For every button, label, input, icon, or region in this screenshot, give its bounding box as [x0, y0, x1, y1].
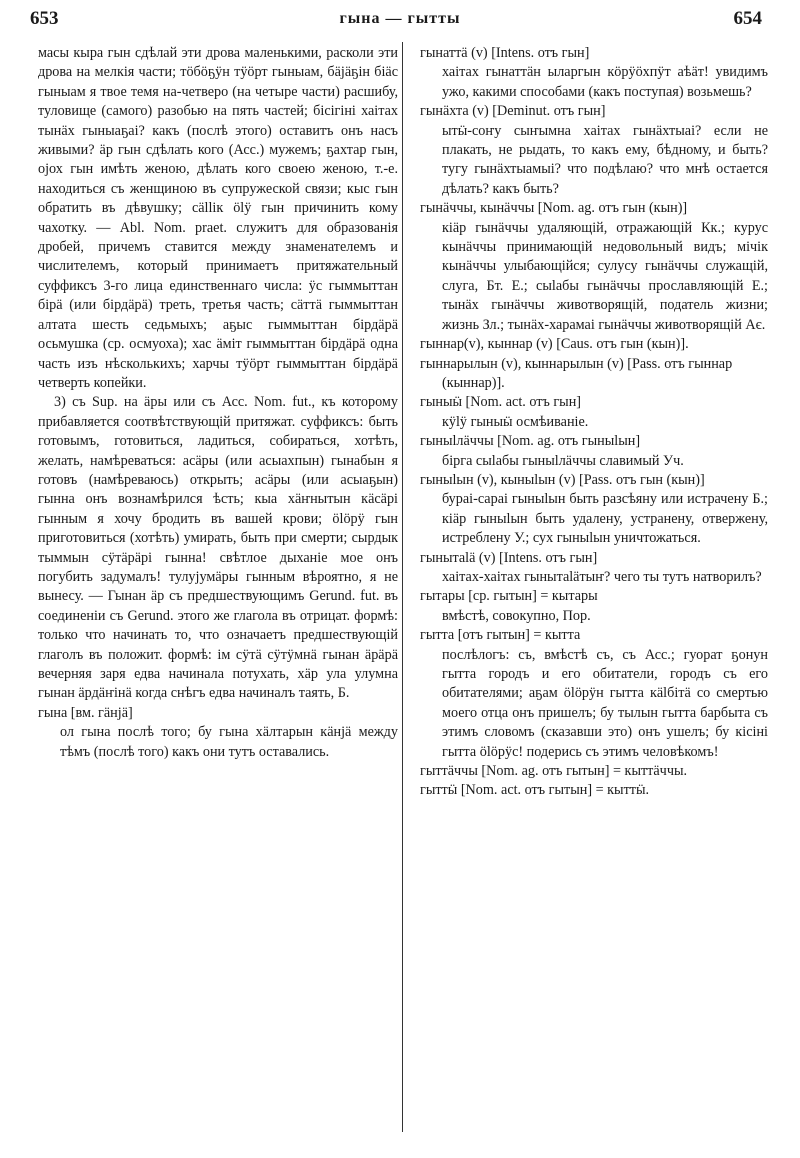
left-column	[38, 44, 398, 762]
dictionary-paragraph: бірга сыlабы гыныlлӓччы славимый Уч.	[442, 452, 684, 469]
dictionary-headword-line: гыныlлӓччы [Nom. ag. отъ гыныlын]	[420, 433, 641, 450]
dictionary-paragraph: хаітах-хаітах гынытаlӓтыҥ? чего ты тутъ натворилъ?	[442, 568, 762, 585]
dictionary-paragraph: масы кыра гын сдѣлай эти дрова маленькими, расколи эти дрова на мелкія части; тӧбӧҕӱн тӱӧрт гыныам, бӓјӓҕін біӓс гыныам я твое темя на-четверо (на четыре части) расшибу, туловище (самого) разобью на пять частей; бісігіні хаітах тынӓх гыныаҕаі? какъ (послѣ этого) оставитъ онъ насъ живыми? ӓр гын сдѣлать кого (Асс.) мужемъ; ҕахтар гын, ојох гын имѣть женою, дѣлать кого своею женою, т.-е. находиться съ женщиною въ супружеской связи; кыс гын обратить въ дѣвушку; сӓllік ӧlӱ гын причинить кому чахотку. — Abl. Nom. praet. служитъ для образованія дробей, причемъ ставится между знаменателемъ и числителемъ, который принимаетъ притяжательный суффиксъ 3-го лица единственнаго числа: ӱс гыммыттан бірӓ (или бірдӓрӓ) треть, третья часть; сӓттӓ гыммыттан алтата шесть седьмыхъ; аҕыс гыммыттан бірдӓрӓ осьмушка (ср. осмуоха); хас ӓміт гыммыттан бірдӓрӓ одна часть изъ нѣсколькихъ; харчы тӱӧрт гыммыттан бірдӓрӓ четверть копейки.	[38, 45, 398, 391]
dictionary-paragraph: бураі-сараі гыныlын быть разсѣяну или истрачену Б.; кіӓр гыныlын быть удалену, устранену, отвержену, истреблену У.; сух гыныlын уничтожаться.	[442, 491, 768, 547]
dictionary-paragraph: кіӓр гынӓччы удаляющій, отражающій Кк.; курус кынӓччы принимающій недовольный видъ; мічік кынӓччы улыбающійся; сулусу гынӓччы служащій, слуга, Бт. Е.; сыlабы гынӓччы прославляющій Е.; тынӓх гынӓччы животворящій, податель жизни; жизнь Зл.; тынӓх-харамаі гынӓччы животворящій Ає.	[442, 219, 768, 333]
page-header	[0, 0, 800, 40]
dictionary-headword-line: гынӓхта (v) [Deminut. отъ гын]	[420, 103, 606, 120]
dictionary-paragraph: хаітах гынаттӓн ыларгын кӧрӱӧхпӱт аѣӓт! увидимъ ужо, какими способами (какъ поступая) возьмешь?	[442, 64, 768, 100]
page-number-right: 654	[733, 8, 762, 29]
page-number-left: 653	[30, 8, 59, 29]
dictionary-paragraph: ол гына послѣ того; бу гына хӓлтарын кӓнјӓ между тѣмъ (послѣ того) какъ они тутъ оставались.	[60, 724, 398, 760]
dictionary-paragraph: кӱlӱ гыныӹ осмѣиваніе.	[442, 413, 589, 430]
dictionary-headword-line: гынытаlӓ (v) [Intens. отъ гын]	[420, 549, 598, 566]
dictionary-headword-line: гыннарылын (v), кыннарылын (v) [Pass. отъ гыннар (кыннар)].	[420, 355, 733, 391]
dictionary-paragraph: ытӹ-соҥу сыҥымна хаітах гынӓхтыаі? если не плакать, не рыдать, то какъ ему, бѣдному, и быть? тугу гынӓхтыамыі? что подѣлаю? что мнѣ остается дѣлать? какъ быть?	[442, 122, 768, 197]
dictionary-headword-line: гытары [ср. гытын] = кытары	[420, 588, 598, 605]
dictionary-paragraph: 3) съ Sup. на ӓры или съ Асс. Nom. fut., къ которому прибавляется соотвѣтствующій притяжат. суффиксъ: быть готовымъ, готовиться, ладиться, собираться, хотѣть, желать, намѣреваться: асӓры (или асыахпын) гынабын я готовъ (намѣреваюсь) открыть; асӓры (или асыаҕын) гынна онъ вознамѣрился ѣсть; кыа хӓҥнытын кӓсӓрі гынным я хочу бродить въ вашей крови; ӧlӧрӱ гын приготовиться (хотѣть) умирать, быть при смерти; сырдык тыммын сӱтӓрӓрі гынна! свѣтлое дыханіе мое онъ погубить задумалъ! тулујумӓры гынным вѣроятно, я не вынесу. — Гынан ӓр съ предшествующимъ Gerund. fut. въ соединеніи съ Gerund. этого же глагола въ отрицат. формѣ: только что начинать то, что означаетъ предшествующій глаголъ въ положит. формѣ: ім сӱтӓ сӱтӱмнӓ гынан ӓрӓрӓ вечерняя заря едва начинала потухать, хӓр ула улумна гынан ӓрдӓҥінӓ когда снѣгъ едва начиналъ таять, Б.	[38, 394, 398, 702]
dictionary-paragraph: послѣлогъ: съ, вмѣстѣ съ, съ Асс.; гуорат ҕонун гытта городъ и его обитатели, городъ съ его обитателями; аҕам ӧlӧрӱн гытта кӓlбітӓ со смертью моего отца онъ пришелъ; бу тылын гытта барбыта съ этимъ словомъ (сказавши это) онъ ушелъ; бу кісіні гытта ӧlӧрӱс! подерись съ этимъ человѣкомъ!	[442, 646, 768, 760]
dictionary-headword-line: гыттӹ [Nom. act. отъ гытын] = кыттӹ.	[420, 782, 650, 799]
dictionary-headword-line: гыттӓччы [Nom. ag. отъ гытын] = кыттӓччы.	[420, 763, 688, 780]
column-divider	[402, 42, 403, 1132]
dictionary-headword-line: гына [вм. гӓнјӓ]	[38, 704, 133, 721]
dictionary-headword-line: гытта [отъ гытын] = кытта	[420, 627, 581, 644]
dictionary-headword-line: гынӓччы, кынӓччы [Nom. ag. отъ гын (кын)]	[420, 200, 688, 217]
dictionary-headword-line: гыннар(v), кыннар (v) [Caus. отъ гын (кын)].	[420, 336, 689, 353]
dictionary-headword-line: гынаттӓ (v) [Intens. отъ гын]	[420, 45, 590, 61]
dictionary-paragraph: вмѣстѣ, совокупно, Пор.	[442, 607, 591, 624]
running-head: гына — гытты	[339, 10, 461, 27]
right-column	[420, 44, 768, 801]
dictionary-headword-line: гыныӹ [Nom. act. отъ гын]	[420, 394, 582, 411]
dictionary-headword-line: гыныlын (v), кыныlын (v) [Pass. отъ гын (кын)]	[420, 471, 705, 488]
